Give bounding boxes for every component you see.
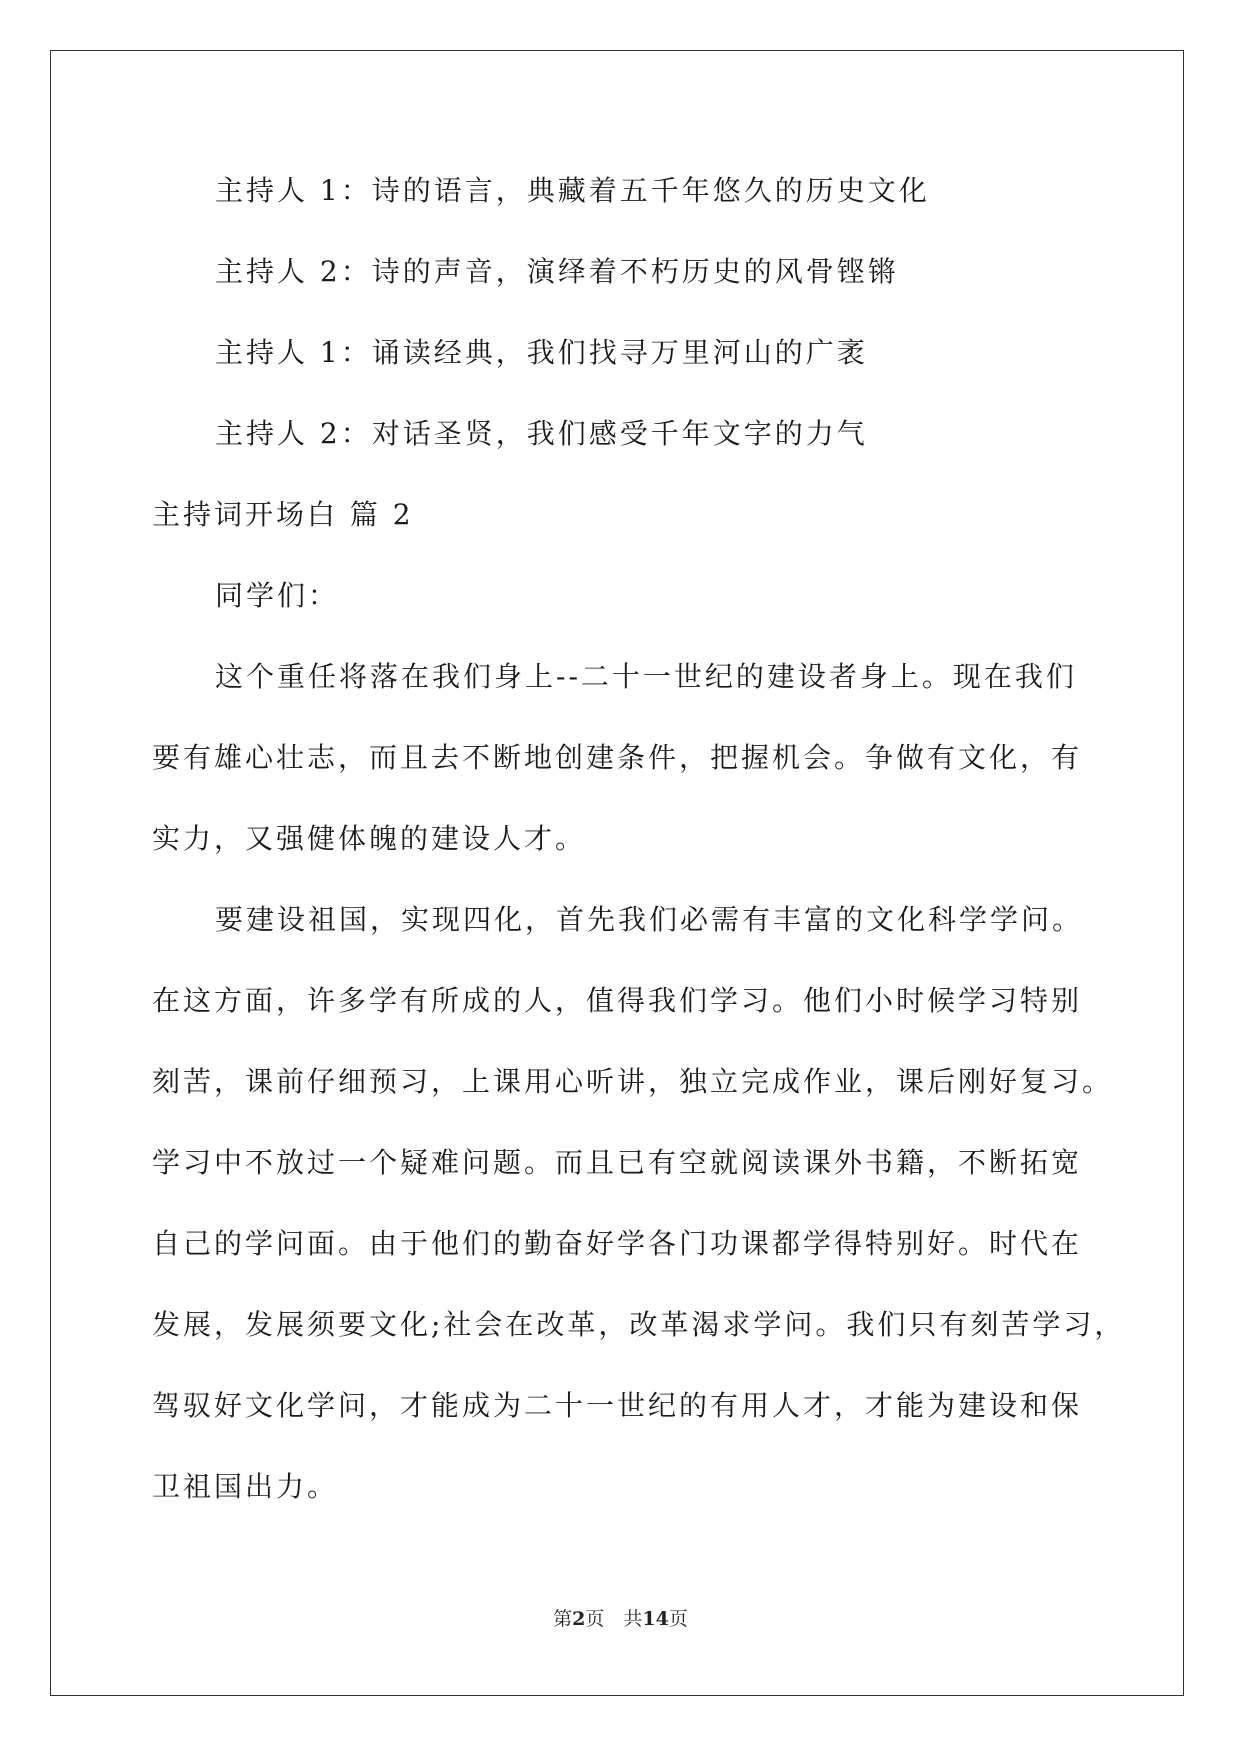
footer-suffix: 页 — [668, 1608, 688, 1630]
paragraph-line: 要有雄心壮志，而且去不断地创建条件，把握机会。争做有文化，有 — [152, 741, 1083, 774]
paragraph-line: 刻苦，课前仔细预习，上课用心听讲，独立完成作业，课后刚好复习。 — [152, 1065, 1114, 1098]
paragraph-line: 卫祖国出力。 — [152, 1470, 339, 1503]
current-page-number: 2 — [572, 1608, 586, 1630]
paragraph-line: 在这方面，许多学有所成的人，值得我们学习。他们小时候学习特别 — [152, 984, 1083, 1017]
paragraph-line: 驾驭好文化学问，才能成为二十一世纪的有用人才，才能为建设和保 — [152, 1389, 1083, 1422]
paragraph-line: 实力，又强健体魄的建设人才。 — [152, 822, 587, 855]
total-page-number: 14 — [642, 1608, 669, 1630]
paragraph-line: 要建设祖国，实现四化，首先我们必需有丰富的文化科学学问。 — [215, 903, 1084, 936]
host-line-3: 主持人 1：诵读经典，我们找寻万里河山的广袤 — [215, 336, 868, 369]
paragraph-line: 学习中不放过一个疑难问题。而且已有空就阅读课外书籍，不断拓宽 — [152, 1146, 1083, 1179]
host-line-2: 主持人 2：诗的声音，演绎着不朽历史的风骨铿锵 — [215, 255, 899, 288]
page-border — [50, 50, 1184, 1696]
paragraph-line: 这个重任将落在我们身上--二十一世纪的建设者身上。现在我们 — [215, 660, 1077, 693]
host-line-4: 主持人 2：对话圣贤，我们感受千年文字的力气 — [215, 417, 868, 450]
salutation: 同学们： — [215, 579, 340, 612]
footer-middle: 页 共 — [585, 1608, 643, 1630]
page-footer — [0, 1607, 1241, 1631]
paragraph-line: 自己的学问面。由于他们的勤奋好学各门功课都学得特别好。时代在 — [152, 1227, 1083, 1260]
section-heading: 主持词开场白 篇 2 — [152, 498, 414, 531]
host-line-1: 主持人 1：诗的语言，典藏着五千年悠久的历史文化 — [215, 174, 930, 207]
paragraph-line: 发展，发展须要文化;社会在改革，改革渴求学问。我们只有刻苦学习， — [152, 1308, 1126, 1341]
footer-prefix: 第 — [553, 1608, 573, 1630]
